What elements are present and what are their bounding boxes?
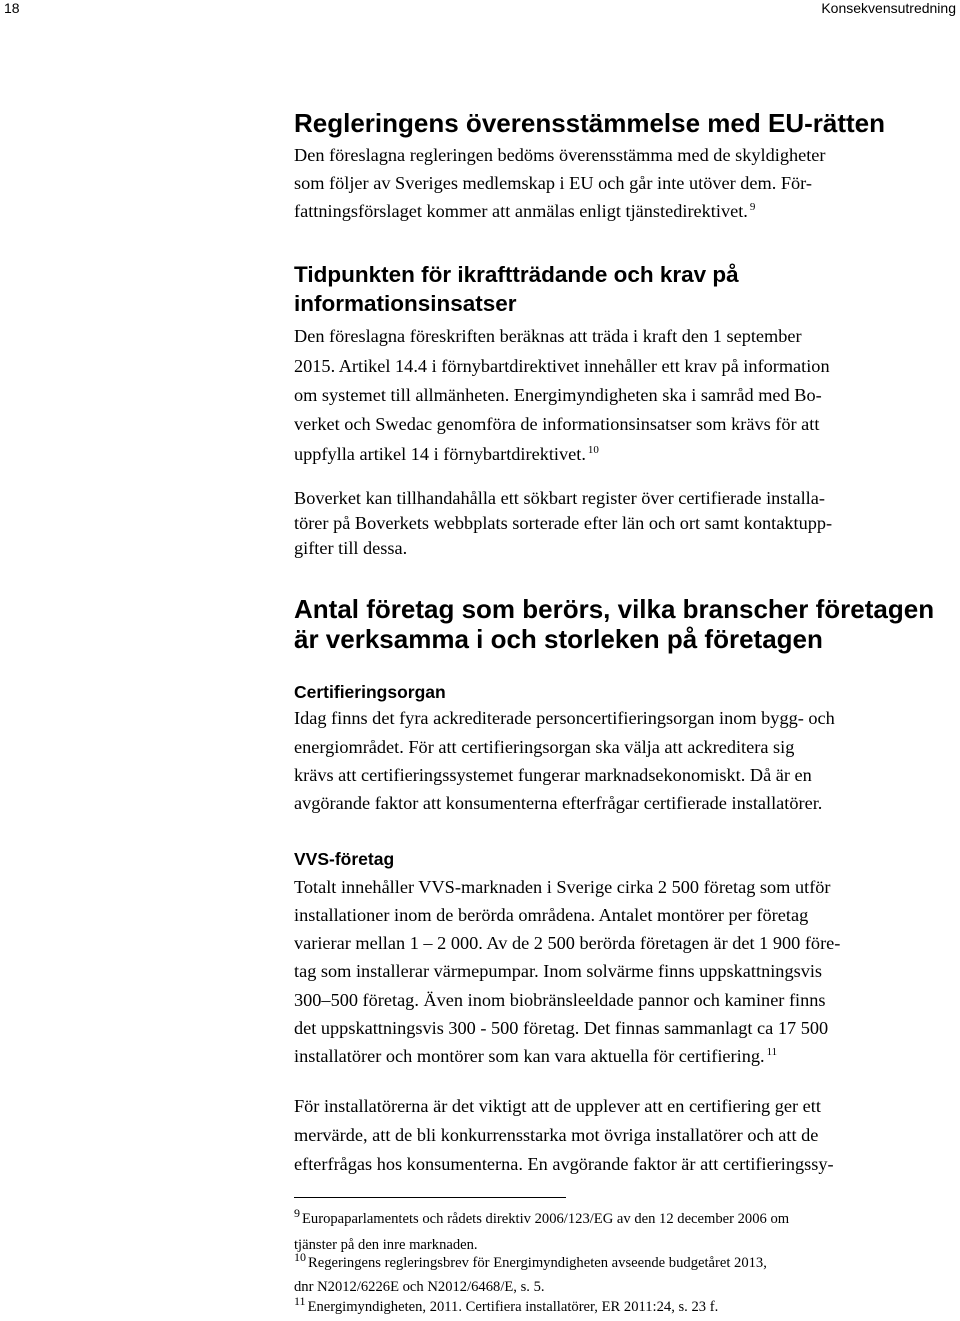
body-line [294, 1045, 777, 1067]
body-line: avgörande faktor att konsumenterna efterfrågar certifierade installatörer. [294, 793, 823, 813]
body-line-text: uppfylla artikel 14 i förnybartdirektivet. [294, 444, 586, 464]
footnote-separator [294, 1197, 566, 1198]
body-line: verket och Swedac genomföra de informationsinsatser som krävs för att [294, 414, 820, 434]
page-number: 18 [4, 0, 20, 16]
footnote-ref[interactable]: 10 [587, 444, 599, 456]
body-line: om systemet till allmänheten. Energimyndigheten ska i samråd med Bo- [294, 385, 822, 405]
subheading-certification-bodies: Certifieringsorgan [294, 682, 446, 702]
body-line: efterfrågas hos konsumenterna. En avgörande faktor är att certifieringssy- [294, 1154, 834, 1174]
body-line: 2015. Artikel 14.4 i förnybartdirektivet innehåller ett krav på information [294, 356, 830, 376]
footnote-text: Europaparlamentets och rådets direktiv 2006/123/EG av den 12 december 2006 om [302, 1211, 790, 1227]
body-line: gifter till dessa. [294, 538, 408, 558]
body-line: törer på Boverkets webbplats sorterade efter län och ort samt kontaktupp- [294, 513, 833, 533]
footnote-ref[interactable]: 9 [749, 201, 756, 213]
body-line: tag som installerar värmepumpar. Inom solvärme finns uppskattningsvis [294, 961, 823, 981]
body-line: Idag finns det fyra ackrediterade personcertifieringsorgan inom bygg- och [294, 708, 835, 728]
footnote-text: Energimyndigheten, 2011. Certifiera installatörer, ER 2011:24, s. 23 f. [307, 1299, 719, 1315]
body-line-text: fattningsförslaget kommer att anmälas enligt tjänstedirektivet. [294, 201, 748, 221]
body-line: installationer inom de berörda områdena. Antalet montörer per företag [294, 905, 809, 925]
section-heading-entry-into-force: Tidpunkten för ikraftträdande och krav på [294, 262, 739, 287]
body-line: 300–500 företag. Även inom biobränsleeldade pannor och kaminer finns [294, 990, 826, 1010]
body-line: Boverket kan tillhandahålla ett sökbart register över certifierade installa- [294, 488, 825, 508]
body-line-text: installatörer och montörer som kan vara aktuella för certifiering. [294, 1046, 765, 1066]
footnote-9-cont: tjänster på den inre marknaden. [294, 1237, 478, 1253]
body-line: varierar mellan 1 – 2 000. Av de 2 500 berörda företagen är det 1 900 före- [294, 933, 841, 953]
footnote-number: 10 [294, 1250, 306, 1264]
footnote-10 [294, 1250, 767, 1272]
body-line: som följer av Sveriges medlemskap i EU och går inte utöver dem. För- [294, 173, 812, 193]
body-line: det uppskattningsvis 300 - 500 företag. Det finnas sammanlagt ca 17 500 [294, 1018, 829, 1038]
section-heading-eu-law: Regleringens överensstämmelse med EU-rätten [294, 108, 885, 138]
section-heading-entry-into-force-cont: informationsinsatser [294, 291, 517, 316]
running-title: Konsekvensutredning [821, 0, 956, 16]
body-line: energiområdet. För att certifieringsorgan ska välja att ackreditera sig [294, 737, 795, 757]
footnote-number: 11 [294, 1294, 306, 1308]
body-line [294, 443, 599, 465]
footnote-11 [294, 1294, 719, 1316]
body-line: Den föreslagna regleringen bedöms överensstämma med de skyldigheter [294, 145, 826, 165]
footnote-10-cont: dnr N2012/6226E och N2012/6468/E, s. 5. [294, 1279, 545, 1295]
footnote-ref[interactable]: 11 [766, 1046, 778, 1058]
body-line: Den föreslagna föreskriften beräknas att träda i kraft den 1 september [294, 326, 802, 346]
section-heading-affected-companies: Antal företag som berörs, vilka branscher företagen [294, 594, 935, 624]
footnote-number: 9 [294, 1206, 300, 1220]
section-heading-affected-companies-cont: är verksamma i och storleken på företagen [294, 624, 823, 654]
body-line [294, 200, 755, 222]
footnote-9 [294, 1206, 790, 1228]
body-line: För installatörerna är det viktigt att de upplever att en certifiering ger ett [294, 1096, 821, 1116]
body-line: Totalt innehåller VVS-marknaden i Sverige cirka 2 500 företag som utför [294, 877, 831, 897]
body-line: krävs att certifieringssystemet fungerar marknadsekonomiskt. Då är en [294, 765, 812, 785]
footnote-text: Regeringens regleringsbrev för Energimyndigheten avseende budgetåret 2013, [308, 1255, 767, 1271]
body-line: mervärde, att de bli konkurrensstarka mot övriga installatörer och att de [294, 1125, 819, 1145]
subheading-hvac-companies: VVS-företag [294, 849, 395, 869]
